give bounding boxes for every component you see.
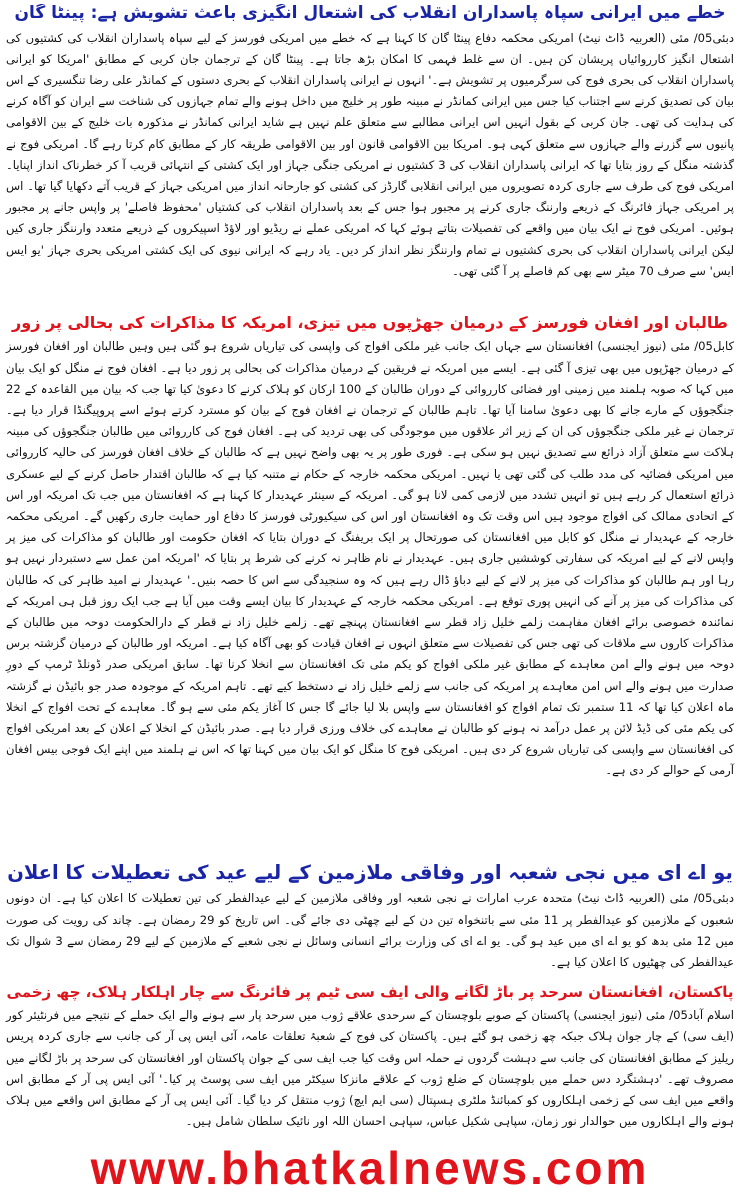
article-headline: خطے میں ایرانی سپاہ پاسداران انقلاب کی اشتعال انگیزی باعث تشویش ہے: پینٹا گان: [14, 4, 726, 23]
article-body: اسلام آباد05/ مئی (نیوز ایجنسی) پاکستان کے صوبے بلوچستان کے سرحدی علاقے ژوب میں سرحد پار سے ہونے والے ایک حملے کے نتیجے میں فرنٹیئر کور (ایف سی) کے چار جوان ہلاک جبکہ چھ زخمی ہو گئے ہیں۔ پاکستان کی فوج کے شعبۂ تعلقات عامہ، آئی ایس پی آر کی جانب سے جاری کردہ پریس ریلیز کے مطابق افغانستان کی جانب سے دہشت گردوں نے حملہ اس وقت کیا جب ایف سی کے جوان پاکستان اور افغانستان کی سرحد پر باڑ لگانے میں مصروف تھے۔ 'دہشتگرد دس حملے میں بلوچستان کے ضلع ژوب کے علاقے مانزکا سیکٹر میں ایف سی پوسٹ پر کیا۔' آئی ایس پی آر کے مطابق اس واقعے میں ایف سی کے زخمی اہلکاروں کو کمبائنڈ ملٹری ہسپتال (سی ایم ایچ) ژوب منتقل کر دیا گیا۔ آئی ایس پی آر کے مطابق اس واقعے میں ہلاک ہونے والے اہلکاروں میں حوالدار نور زمان، سپاہی شکیل عباس، سپاہی احسان اللہ اور نائیک سلطان شامل ہیں۔: [6, 1008, 734, 1129]
article-headline: پاکستان، افغانستان سرحد پر باڑ لگانے والی ایف سی ٹیم پر فائرنگ سے چار اہلکار ہلاک، چھ زخمی: [6, 984, 734, 1001]
article-iran-irgc: [6, 4, 734, 282]
article-body: دبئی05/ مئی (العربیہ ڈاٹ نیٹ) متحدہ عرب امارات نے نجی شعبہ اور وفاقی ملازمین کے لیے عیدالفطر کی تین تعطیلات کا اعلان کیا ہے۔ ان دونوں شعبوں کے ملازمین کو عیدالفطر پر 11 مئی سے باتنخواہ تین دن کے لیے چھٹی دی جائے گی۔ اس تاریخ کو 29 رمضان ہے۔ چاند کی رویت کی صورت میں 12 مئی بدھ کو یو اے ای میں عید ہو گی۔ یو اے ای کی وزارت برائے انسانی وسائل نے نجی شعبے کے ملازمین کے لیے 29 رمضان سے 3 شوال تک عیدالفطر کی چھٹیوں کا اعلان کیا ہے۔: [6, 891, 734, 970]
article-pak-afghan-border: [6, 984, 734, 1132]
article-headline: طالبان اور افغان فورسز کے درمیان جھڑپوں میں تیزی، امریکہ کا مذاکرات کی بحالی پر زور: [12, 314, 728, 332]
article-taliban-afghan: [6, 314, 734, 782]
article-headline: یو اے ای میں نجی شعبہ اور وفاقی ملازمین کے لیے عید کی تعطیلات کا اعلان: [7, 862, 733, 884]
article-uae-eid: [6, 862, 734, 973]
article-body: کابل05/ مئی (نیوز ایجنسی) افغانستان سے جہاں ایک جانب غیر ملکی افواج کی واپسی کی تیاریاں شروع ہو گئی ہیں وہیں طالبان اور افغان فورسز کے درمیان جھڑپوں میں بھی تیزی آ گئی ہے۔ ایسے میں امریکہ نے فریقین کے درمیان مذاکرات کی بحالی پر زور دیا ہے۔ افغان فوج نے منگل کو ایک بیان میں کہا کہ صوبہ ہلمند میں زمینی اور فضائی کارروائی کے دوران طالبان کے 100 ارکان کو ہلاک کرنے کا دعویٰ کیا تھا جب کہ بیان میں القاعدہ کے 22 جنگجوؤں کے مارے جانے کا بھی دعویٰ سامنا آیا تھا۔ تاہم طالبان کے ترجمان نے افغان فوج کے بیان کو مسترد کرتے ہوئے اسے پروپیگنڈا قرار دیا ہے۔ ترجمان نے غیر ملکی جنگجوؤں کی ان کے زیر اثر علاقوں میں موجودگی کی بھی تردید کی ہے۔ افغان فوج کی کارروائی میں طالبان جنگجوؤں کی مبینہ ہلاکت سے متعلق آزاد ذرائع سے تصدیق نہیں ہو سکی ہے۔ فوری طور پر یہ بھی واضح نہیں ہے کہ طالبان کے خلاف افغان فورسز کی حالیہ کارروائی میں امریکی فضائیہ کی مدد طلب کی گئی تھی یا نہیں۔ امریکی محکمہ خارجہ کے حکام نے متنبہ کیا ہے کہ طالبان اقتدار حاصل کرنے کے لیے عسکری ذرائع استعمال کر رہے ہیں تو انہیں تشدد میں لازمی کمی لانا ہو گی۔ امریکہ کے سینئر عہدیدار کا کہنا ہے کہ افغانستان میں جب تک امریکہ اور اس کے اتحادی ممالک کی افواج موجود ہیں اس وقت تک وہ افغانستان اور اس کی سیکیورٹی فورسز کا دفاع اور حمایت جاری رکھیں گے۔ امریکی محکمہ خارجہ کے عہدیدار نے منگل کو کابل میں افغانستان کی صورتحال پر ایک بریفنگ کے دوران بتایا کہ افغان حکومت اور طالبان کو مذاکرات کی میز پر واپس لانے کے لیے امریکہ کی سفارتی کوششیں جاری ہیں۔ عہدیدار نے نام ظاہر نہ کرنے کی شرط پر بتایا کہ 'امریکہ امن عمل سے دستبردار نہیں ہو رہا اور ہم طالبان کو مذاکرات کی میز پر لانے کے لیے دباؤ ڈال رہے ہیں کہ وہ سنجیدگی سے اس کا حصہ بنیں۔' عہدیدار نے امید ظاہر کی کہ طالبان کی مذاکرات کی میز پر آنے کی انہیں پوری توقع ہے۔ امریکی محکمہ خارجہ کے عہدیدار کا بیان ایسے وقت میں آیا ہے جب ایک روز قبل ہی امریکہ کے نمائندہ خصوصی برائے افغان مفاہمت زلمے خلیل زاد قطر سے افغانستان پہنچے تھے۔ زلمے خلیل زاد نے قطر کے دارالحکومت دوحہ میں طالبان کے مذاکرات کاروں سے ملاقات کی تھی جس کی تفصیلات سے متعلق انہوں نے افغان قیادت کو بھی آگاہ کیا ہے۔ امریکہ اور طالبان کے درمیان گزشتہ برس دوحہ میں ہونے والے امن معاہدے کے مطابق غیر ملکی افواج کو یکم مئی تک افغانستان سے انخلا کرنا تھا۔ سابق امریکی صدر ڈونلڈ ٹرمپ کے دورِ صدارت میں ہونے والے اس امن معاہدے پر امریکہ کی جانب سے زلمے خلیل زاد نے دستخط کیے تھے۔ تاہم امریکہ کے موجودہ صدر جو بائیڈن نے گزشتہ ماہ اعلان کیا تھا کہ 11 ستمبر تک تمام افواج کو افغانستان سے واپس بلا لیا جائے گا جس کا آغاز یکم مئی سے ہو گا۔ معاہدے کے تحت افواج کے انخلا کی یکم مئی کی ڈیڈ لائن پر عمل درآمد نہ ہونے کو طالبان نے معاہدے کی خلاف ورزی قرار دیا ہے۔ صدر بائیڈن کے انخلا کے اعلان کے بعد امریکی افواج کی افغانستان سے واپسی کی تیاریاں شروع کر دی ہیں۔ امریکی فوج کا منگل کو ایک بیان میں کہنا تھا کہ اس نے ہلمند میں اپنے ایک فوجی بیس افغان آرمی کے حوالے کر دی ہے۔: [6, 339, 734, 778]
website-footer[interactable]: www.bhatkalnews.com: [90, 1142, 650, 1194]
article-body: دبئی05/ مئی (العربیہ ڈاٹ نیٹ) امریکی محکمہ دفاع پینٹا گان کا کہنا ہے کہ خطے میں امریکی فورسز کے لیے سپاہ پاسداران انقلاب کی کشتیوں کی اشتعال انگیز کارروائیاں پریشان کن ہیں۔ ان سے غلط فہمی کا امکان بڑھ جاتا ہے۔ پینٹا گان کے ترجمان جان کربی کے مطابق 'امریکا کو ایرانی پاسداران انقلاب کی بحری فوج کی سرگرمیوں پر تشویش ہے۔' انہوں نے ایرانی پاسداران انقلاب کے بحری دستوں کے کمانڈر علی رضا تنگسیری کے اس بیان کی تصدیق کرنے سے اجتناب کیا جس میں ایرانی کمانڈر نے مبینہ طور پر خلیج میں داخل ہونے والے تمام جہازوں کی شناخت سے ایران کو آگاہ کرنے کی ہدایت کی تھی۔ جان کربی کے بقول انہیں اس ایرانی مطالبے سے متعلق علم نہیں ہے شاید ایرانی کمانڈر نے مذکورہ بات خلیج کے بین الاقوامی پانیوں سے گزرنے والے جہازوں سے متعلق کہی ہو۔ امریکا بین الاقوامی قانون اور بین الاقوامی طریقہ کار کے مطابق کام کرتا رہے گا۔ امریکی فوج نے گذشتہ منگل کے روز بتایا تھا کہ ایرانی پاسداران انقلاب کی 3 کشتیوں نے امریکی جنگی جہاز اور ایک کشتی کے انتہائی قریب آ کر خطرناک انداز اپنایا۔ امریکی فوج کی طرف سے جاری کردہ تصویروں میں ایرانی انقلابی گارڈز کی کشتی کو جارحانہ انداز میں امریکی جہاز کے قریب آتے دکھایا گیا تھا۔ اس پر امریکی جہاز فائرنگ کے ذریعے وارننگ جاری کرنے پر مجبور ہوا جس کے بعد پاسداران انقلاب کی کشتیاں 'محفوظ فاصلے' پر واپس جانے پر مجبور ہوئیں۔ امریکی فوج نے ایک بیان میں واقعے کی تفصیلات بتاتے ہوئے کہا کہ امریکی عملے نے ریڈیو اور لاؤڈ اسپیکروں کے ذریعے متعدد وارننگز جاری کیں لیکن ایرانی پاسداران انقلاب کی بحری کشتیوں نے تمام وارننگز نظر انداز کر دیں۔ یاد رہے کہ ایرانی نیوی کی ایک کشتی امریکی بحری جہاز 'یو ایس ایس' سے صرف 70 میٹر سے بھی کم فاصلے پر آ گئی تھی۔: [6, 30, 734, 278]
